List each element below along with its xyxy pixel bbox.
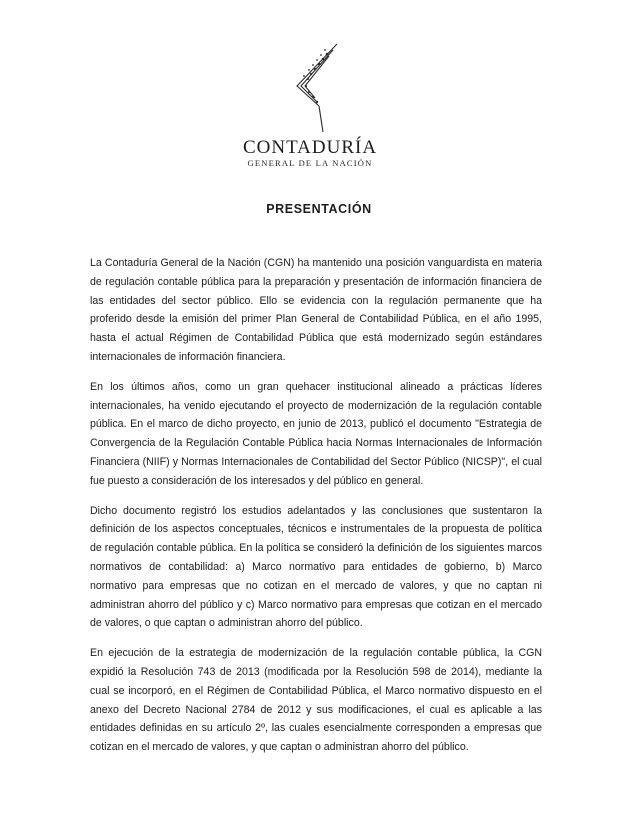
cgn-logo — [240, 42, 380, 168]
cgn-emblem-icon — [279, 42, 341, 134]
logo-subtitle: GENERAL DE LA NACIÓN — [247, 158, 373, 168]
paragraph-3: Dicho documento registró los estudios adelantados y las conclusiones que sustentaron la definición de los aspectos conceptuales, técnicos e instrumentales de la propuesta de política de regulación contable pública. En la política se consideró la definición de los siguientes marcos normativos de contabilidad: a) Marco normativo para entidades de gobierno, b) Marco normativo para empresas que no cotizan en el mercado de valores, y que no captan ni administran ahorro del público y c) Marco normativo para empresas que cotizan en el mercado de valores, o que captan o administran ahorro del público. — [90, 504, 542, 630]
logo-name: CONTADURÍA — [242, 137, 378, 158]
paragraph-2: En los últimos años, como un gran quehacer institucional alineado a prácticas líderes internacionales, ha venido ejecutando el proyecto de modernización de la regulación contable pública. En el marco de dicho proyecto, en junio de 2013, publicó el documento "Estrategia de Convergencia de la Regulación Contable Pública hacia Normas Internacionales de Información Financiera (NIIF) y Normas Internacionales de Contabilidad del Sector Público (NICSP)", el cual fue puesto a consideración de los interesados y del público en general. — [90, 380, 542, 487]
paragraph-1: La Contaduría General de la Nación (CGN) ha mantenido una posición vanguardista en materia de regulación contable pública para la preparación y presentación de información financiera de las entidades del sector público. Ello se evidencia con la regulación permanente que ha proferido desde la emisión del primer Plan General de Contabilidad Pública, en el año 1995, hasta el actual Régimen de Contabilidad Pública que está modernizado según estándares internacionales de información financiera. — [90, 257, 542, 363]
page-title: PRESENTACIÓN — [266, 202, 372, 216]
paragraph-4: En ejecución de la estrategia de modernización de la regulación contable pública, la CGN expidió la Resolución 743 de 2013 (modificada por la Resolución 598 de 2014), mediante la cual se incorporó, en el Régimen de Contabilidad Pública, el Marco normativo dispuesto en el anexo del Decreto Nacional 2784 de 2012 y sus modificaciones, el cual es aplicable a las entidades definidas en su artículo 2º, las cuales esencialmente corresponden a empresas que cotizan en el mercado de valores, y que captan o administran ahorro del público. — [90, 647, 542, 754]
document-body — [90, 254, 542, 768]
